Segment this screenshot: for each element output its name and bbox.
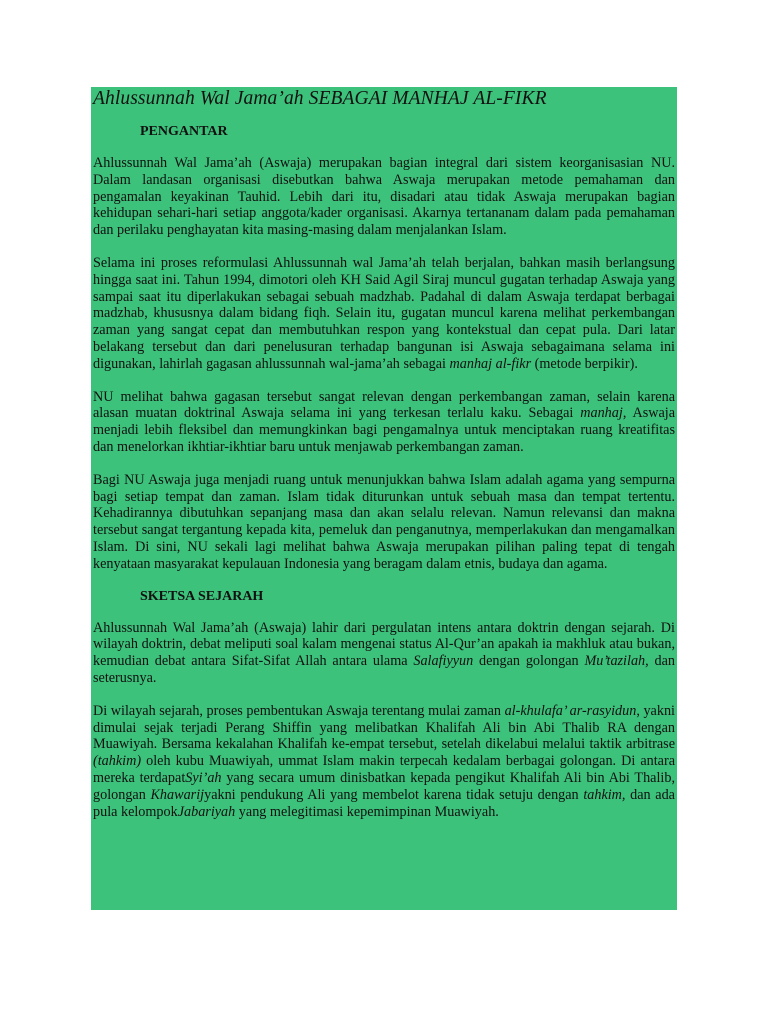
paragraph-6-italic-2: (tahkim) <box>93 753 142 770</box>
paragraph-5 <box>93 620 675 687</box>
paragraph-1-text: Ahlussunnah Wal Jama’ah (Aswaja) merupakan bagian integral dari sistem keorganisasian NU. Dalam landasan organisasi disebutkan bahwa Aswaja merupakan metode pemahaman dan pengamalan keyakinan Tauhid. Lebih dari itu, disadari atau tidak Aswaja merupakan bagian kehidupan sehari-hari setiap anggota/kader organisasi. Akarnya tertananam dalam pada pemahaman dan perilaku penghayatan kita masing-masing dalam menjalankan Islam. <box>93 155 675 239</box>
paragraph-3-italic-1: manhaj <box>580 405 623 422</box>
document-block <box>91 87 677 910</box>
paragraph-5-text-3: dan seterusnya. <box>93 653 675 686</box>
paragraph-3-text-2: , Aswaja menjadi lebih fleksibel dan memungkinkan bagi pengamalnya untuk menciptakan ruang kreatifitas dan menelorkan ikhtiar-ikhtiar baru untuk menjawab perkembangan zaman. <box>93 405 675 455</box>
paragraph-6-text-5: yakni pendukung Ali yang membelot karena tidak setuju dengan <box>204 786 584 803</box>
paragraph-6-italic-6: Jabariyah <box>177 803 236 820</box>
document-title: Ahlussunnah Wal Jama’ah SEBAGAI MANHAJ AL-FIKR <box>93 88 547 109</box>
paragraph-5-text-1: Ahlussunnah Wal Jama’ah (Aswaja) lahir dari pergulatan intens antara doktrin dengan sejarah. Di wilayah doktrin, debat meliputi soal kalam mengenai status Al-Qur’an apakah ia makhluk atau bukan, kemudian debat antara Sifat-Sifat Allah antara ulama <box>93 619 675 670</box>
paragraph-6-text-6: dan ada pula kelompok <box>93 786 675 820</box>
paragraph-2-text-1: Selama ini proses reformulasi Ahlussunnah wal Jama’ah telah berjalan, bahkan masih berlangsung hingga saat ini. Tahun 1994, dimotori oleh KH Said Agil Siraj muncul gugatan terhadap Aswaja yang sampai saat itu diperlakukan sebagai sebuah madzhab. Padahal di dalam Aswaja terdapat berbagai madzhab, khususnya dalam bidang fiqh. Selain itu, gugatan muncul karena melihat perkembangan zaman yang sangat cepat dan membutuhkan respon yang kontekstual dan cepat pula. Dari latar belakang tersebut dan dari penelusuran terhadap bangunan isi Aswaja sebagaimana selama ini digunakan, lahirlah gagasan ahlussunnah wal-jama’ah sebagai <box>93 254 675 372</box>
paragraph-2 <box>93 255 675 373</box>
paragraph-5-text-2: dengan golongan <box>473 653 585 670</box>
paragraph-6-italic-4: Khawarij <box>150 786 205 803</box>
paragraph-6-text-1: Di wilayah sejarah, proses pembentukan Aswaja terentang mulai zaman <box>93 702 505 719</box>
paragraph-6-text-7: yang melegitimasi kepemimpinan Muawiyah. <box>235 803 499 820</box>
paragraph-4 <box>93 472 675 573</box>
section-heading-sketsa-sejarah: SKETSA SEJARAH <box>140 588 264 604</box>
paragraph-5-italic-2: Mu’tazilah, <box>584 653 649 670</box>
paragraph-6-text-4: yang secara umum dinisbatkan kepada pengikut Khalifah Ali bin Abi Thalib, golongan <box>93 769 676 803</box>
paragraph-6-italic-3: Syi’ah <box>185 769 222 786</box>
paragraph-4-text: Bagi NU Aswaja juga menjadi ruang untuk menunjukkan bahwa Islam adalah agama yang sempurna bagi setiap tempat dan zaman. Islam tidak diturunkan untuk sebuah masa dan tempat tertentu. Kehadirannya dibutuhkan sepanjang masa dan akan selalu relevan. Namun relevansi dan makna tersebut sangat tergantung kepada kita, pemeluk dan penganutnya, memperlakukan dan mengamalkan Islam. Di sini, NU sekali lagi melihat bahwa Aswaja merupakan pilihan paling tepat di tengah kenyataan masyarakat kepulauan Indonesia yang beragam dalam etnis, budaya dan agama. <box>93 471 675 572</box>
section-heading-pengantar: PENGANTAR <box>140 124 228 139</box>
paragraph-6-italic-5: tahkim, <box>583 786 626 803</box>
paragraph-6-text-3: oleh kubu Muawiyah, ummat Islam makin terpecah kedalam berbagai golongan. Di antara mereka terdapat <box>93 753 675 786</box>
paragraph-3-text-1: NU melihat bahwa gagasan tersebut sangat relevan dengan perkembangan zaman, selain karena alasan muatan doktrinal Aswaja selama ini yang terkesan terlalu kaku. Sebagai <box>93 388 675 422</box>
paragraph-2-text-2: (metode berpikir). <box>531 355 638 372</box>
paragraph-6-italic-1: al-khulafa’ ar-rasyidun <box>504 702 637 719</box>
paragraph-6 <box>93 703 675 821</box>
paragraph-6-text-2: , yakni dimulai sejak terjadi Perang Shiffin yang melibatkan Khalifah Ali bin Abi Thalib RA dengan Muawiyah. Bersama kekalahan Khalifah ke-empat tersebut, setelah dikelabui melalui taktik arbitrase <box>93 702 675 753</box>
paragraph-3 <box>93 389 675 456</box>
paragraph-1 <box>93 155 675 239</box>
paragraph-5-italic-1: Salafiyyun <box>413 653 474 670</box>
paragraph-2-italic-1: manhaj al-fikr <box>449 355 532 372</box>
